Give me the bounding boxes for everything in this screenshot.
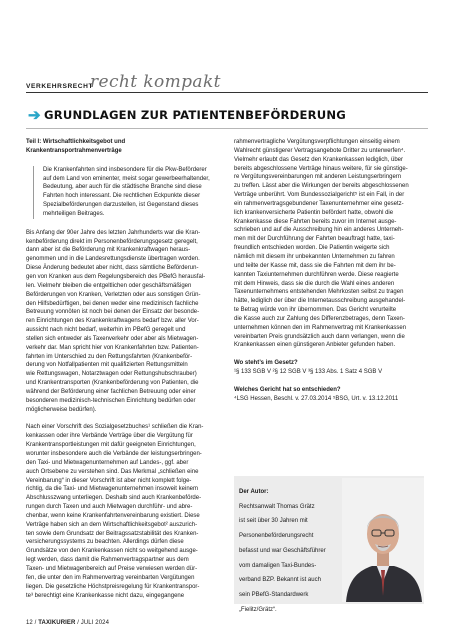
- body-line: hätte, lediglich der über die Internetausschreibung ausgehandel-: [234, 298, 406, 305]
- body-line: Krankenkasse diese Fahrten bereits zuvor im Internet ausge-: [234, 218, 397, 225]
- body-line: ren Einrichtungen des Krankenkraftwagens bedarf bzw. aller Vor-: [26, 318, 199, 325]
- body-line: te Betrag würde von ihr übernommen. Das Gericht verurteilte: [234, 307, 397, 314]
- body-line: freundlich entschieden worden. Die Patientin weigerte sich: [234, 245, 390, 252]
- author-box: [234, 476, 424, 613]
- body-line: Grundsätze von den Krankenkassen nicht so weitgehend ausge-: [26, 548, 198, 555]
- author-line: sein PBefG-Standardwerk: [239, 591, 309, 598]
- page-number: 12: [26, 620, 33, 626]
- author-line: vom damaligen Taxi-Bundes-: [239, 562, 317, 569]
- author-line: verband BZP. Bekannt ist auch: [239, 577, 321, 584]
- author-line: befasst und war Geschäftsführer: [239, 547, 326, 554]
- body-line: Diese Änderung bedeutet aber nicht, dass sämtliche Beförderun-: [26, 265, 199, 272]
- part-title-line: Teil I: Wirtschaftlichkeitsgebot und: [26, 139, 126, 145]
- body-line: versicherungssystems zu beachten. Allerdings dürfen diese: [26, 539, 184, 546]
- body-line: Beförderungen von Kranken, Verletzten oder aus sonstigen Grün-: [26, 291, 201, 298]
- body-line: bereits abgeschlossene Verträge hinaus weitere, für sie günstige-: [234, 165, 408, 172]
- intro-line: Spezialbeförderungen darzustellen, ist Gegenstand dieses: [43, 202, 199, 209]
- body-line: kenbeförderung direkt im Personenbeförderungsgesetz geregelt,: [26, 238, 198, 245]
- body-line: Vielmehr erlaubt das Gesetz den Krankenkassen lediglich, über: [234, 156, 403, 163]
- court-heading: Welches Gericht hat so entschieden?: [234, 386, 341, 393]
- intro-line: Bedeutung, aber auch für die städtische Branche sind diese: [43, 184, 202, 191]
- author-label: Der Autor:: [239, 489, 269, 495]
- body-line: genommen und in die Landesrettungsdienste übertragen worden.: [26, 256, 200, 263]
- part-title-line: Krankentransportrahmenverträge: [26, 147, 122, 154]
- body-line: re Vergütungsvereinbarungen mit anderen Leistungserbringern: [234, 174, 402, 181]
- intro-line: mehrteiligen Beitrages.: [43, 210, 105, 217]
- author-text: [239, 482, 339, 620]
- rubric-rule: [26, 92, 428, 93]
- left-column: [26, 138, 238, 600]
- body-line: rungen durch Taxen und auch Mietwagen durchführ- und abre-: [26, 504, 193, 511]
- body-line: den Taxi- und Mietwagenunternehmen auf Landes-, ggf. aber: [26, 459, 189, 466]
- arrow-right-icon: ➔: [28, 107, 41, 124]
- issue-date: JULI 2024: [80, 620, 110, 626]
- court-references: ⁴LSG Hessen, Beschl. v. 27.03.2014 ⁵BSG, Urt. v. 13.12.2011: [234, 395, 399, 402]
- body-line: wie Rettungswagen, Notarztwagen oder Rettungshubschrauber): [26, 371, 197, 378]
- body-line: zu treffen. Lässt aber die Wirkungen der bereits abgeschlossenen: [234, 183, 409, 190]
- article-heading: [26, 106, 428, 126]
- body-line: Taxenunternehmens entstehenden Mehrkosten selbst zu tragen: [234, 289, 404, 296]
- author-line: Rechtsanwalt Thomas Grätz: [239, 503, 315, 510]
- body-line: fahrten im Unterschied zu den Rettungsfahrten (Krankenbeför-: [26, 353, 193, 360]
- body-line: Wahlrecht günstigerer Vertragsangebote Dritter zu unterwerfen⁴.: [234, 147, 406, 154]
- body-line: und teilte der Kasse mit, dass sie die Fahrten mit dem ihr be-: [234, 262, 396, 269]
- footer-separator: /: [77, 620, 81, 626]
- body-line: unternehmen können den im Rahmenvertrag mit Krankenkassen: [234, 324, 407, 331]
- body-line: Vereinbarung“ in dieser Vorschrift ist aber nicht komplett folge-: [26, 477, 192, 484]
- author-line: „Fielitz/Grätz“.: [239, 606, 277, 613]
- body-line: Verträge haben sich an dem Wirtschaftlichkeitsgebot² auszurich-: [26, 521, 198, 528]
- heading-rule: [26, 128, 428, 129]
- body-line: kenkassen oder ihre Verbände Verträge über die Vergütung für: [26, 433, 193, 440]
- body-line: den Hilfsbedürftigen, bei denen weder eine medizinisch fachliche: [26, 300, 199, 307]
- part-title: [26, 138, 238, 156]
- body-line: derung von Notfallpatienten mit qualifizierten Rettungsmitteln: [26, 362, 188, 369]
- author-photo: [342, 478, 424, 602]
- body-line: ten sowie dem Grundsatz der Beitragssatzstabilität des Kranken-: [26, 530, 199, 537]
- body-line: lich krankenversicherte Patientin befördert hatte, obwohl die: [234, 209, 394, 216]
- page-footer: [26, 620, 109, 626]
- body-line: die Kasse auch zur Zahlung des Differenzbetrages, denn Taxen-: [234, 315, 405, 322]
- body-line: vereinbarten Preis grundsätzlich auch dann verlangen, wenn die: [234, 333, 405, 340]
- body-line: len. Vielmehr bleiben die entgeltlichen oder geschäftsmäßigen: [26, 282, 192, 289]
- rubric-script-title: recht kompakt: [90, 72, 221, 92]
- body-line: und Krankentransporten (Krankenbeförderung von Patienten, die: [26, 380, 199, 387]
- body-line: schrieben und auf die Ausschreibung hin ein anderes Unterneh-: [234, 227, 404, 234]
- body-line: kannten Taxiunternehmen durchführen werde. Diese reagierte: [234, 271, 399, 278]
- body-line: Abschlusszwang unterliegen. Deshalb sind auch Krankenbeförde-: [26, 495, 202, 502]
- body-line: Krankentransportleistungen mit dafür geeigneten Einrichtungen,: [26, 442, 196, 449]
- footer-separator: /: [34, 620, 39, 626]
- body-line: men mit der Durchführung der Fahrten beauftragt hatte, taxi-: [234, 236, 395, 243]
- body-line: dann aber ist die Beförderung mit Krankenkraftwagen heraus-: [26, 247, 191, 254]
- body-line: liegen. Die gesetzliche Höchstpreisregelung für Krankentranspor-: [26, 583, 200, 590]
- body-line: Taxen- und Mietwagenbereich auf Preise verwiesen werden dür-: [26, 565, 198, 572]
- body-line: Nach einer Vorschrift des Sozialgesetzbuches¹ schließen die Kran-: [26, 424, 204, 431]
- intro-box: [33, 166, 239, 219]
- body-paragraph-2: [26, 423, 238, 600]
- body-line: während der Beförderung einer fachlichen Betreuung oder einer: [26, 388, 196, 395]
- author-line: Personenbeförderungsrecht: [239, 533, 314, 540]
- body-line: Krankenkassen einen günstigeren Anbieter gefunden haben.: [234, 342, 396, 349]
- body-line: möglicherweise bedürfen).: [26, 406, 97, 413]
- intro-line: Die Krankenfahrten sind insbesondere für die Pkw-Beförderer: [43, 166, 207, 173]
- body-line: chenbar, wenn keine Krankenfahrtenvereinbarung existiert. Diese: [26, 512, 200, 519]
- body-line: te³ berechtigt eine Krankenkasse nicht dazu, eingegangene: [26, 592, 185, 599]
- body-line: nämlich mit diesem ihr unbekannten Unternehmen zu fahren: [234, 253, 395, 260]
- law-heading: Wo steht’s im Gesetz?: [234, 360, 298, 367]
- body-paragraph-1: [26, 229, 238, 415]
- body-line: ein rahmenvertragsgebundener Taxenunternehmer eine gesetz-: [234, 200, 404, 207]
- right-column: [234, 138, 430, 404]
- body-line: auch Ortsebene zu verstehen sind. Das Merkmal „schließen eine: [26, 468, 199, 475]
- law-references: ¹§ 133 SGB V ²§ 12 SGB V ³§ 133 Abs. 1 Satz 4 SGB V: [234, 369, 383, 376]
- body-line: richtig, da die Taxi- und Mietwagenunternehmen insoweit keinem: [26, 486, 198, 493]
- body-line: legt werden, dass damit die Rahmenvertragspartner aus dem: [26, 557, 189, 564]
- body-line: Betreuung vonnöten ist noch bei denen der Einsatz der besonde-: [26, 309, 200, 316]
- author-line: ist seit über 30 Jahren mit: [239, 518, 308, 525]
- body-line: rahmenvertragliche Vergütungsverpflichtungen einseitig einem: [234, 139, 400, 145]
- body-line: Bis Anfang der 90er Jahre des letzten Jahrhunderts war die Kran-: [26, 229, 201, 236]
- intro-line: auf dem Land von eminenter, meist sogar gewerbeerhaltender,: [43, 175, 210, 182]
- body-line: aussicht nach nicht bedarf, weiterhin im PBefG geregelt und: [26, 327, 186, 334]
- body-line: fen, die unter den im Rahmenvertrag vereinbarten Vergütungen: [26, 574, 195, 581]
- magazine-name: TAXIKURIER: [38, 620, 76, 626]
- body-paragraph-3: [234, 138, 430, 350]
- body-line: verkehr dar. Man spricht hier von Krankenfahrten bzw. Patienten-: [26, 344, 199, 351]
- body-line: worunter insbesondere auch die Verbände der leistungserbringen-: [26, 451, 202, 457]
- intro-line: Fahrten hoch interessant. Die rechtlichen Eckpunkte dieser: [43, 193, 201, 200]
- section-rubric: [26, 74, 428, 94]
- body-line: besonderen medizinisch-technischen Einrichtung bedürfen oder: [26, 397, 196, 404]
- body-line: stellen sich entweder als Taxenverkehr oder aber als Mietwagen-: [26, 335, 199, 342]
- body-line: Verträge unberührt. Vom Bundessozialgericht⁵ ist ein Fall, in der: [234, 192, 405, 199]
- rubric-label: VERKEHRSRECHT: [26, 83, 94, 90]
- body-line: mit dem Hinweis, dass sie die durch die Wahl eines anderen: [234, 280, 395, 287]
- body-line: gen von Kranken aus dem Regelungsbereich des PBefG herausfal-: [26, 273, 206, 280]
- article-title: GRUNDLAGEN ZUR PATIENTENBEFÖRDERUNG: [44, 108, 346, 122]
